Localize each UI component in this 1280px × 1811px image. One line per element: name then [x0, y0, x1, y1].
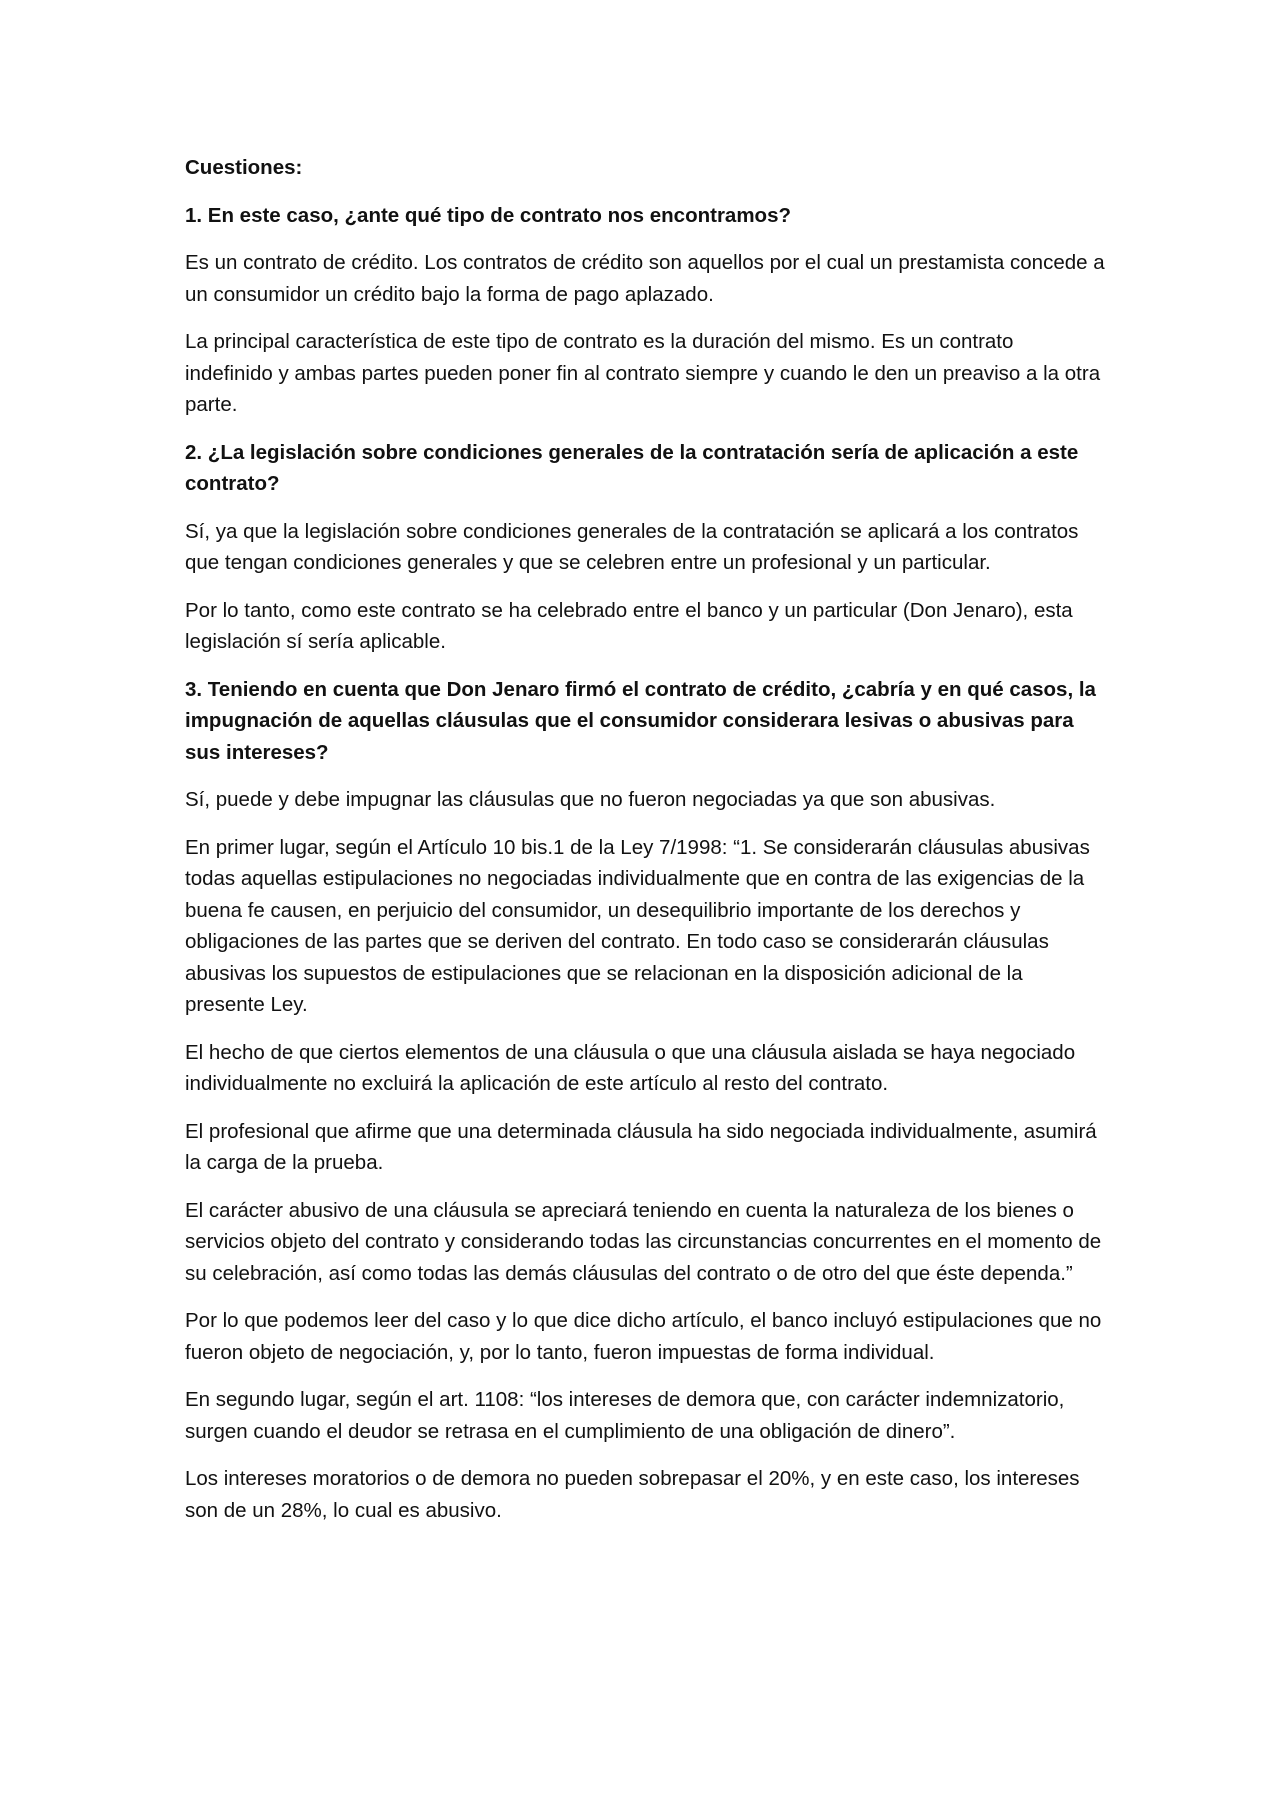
answer-3-paragraph-6: Por lo que podemos leer del caso y lo que dice dicho artículo, el banco incluyó estipulaciones que no fueron objeto de negociación, y, por lo tanto, fueron impuestas de forma individual. — [185, 1309, 1102, 1364]
answer-1-paragraph-1: Es un contrato de crédito. Los contratos de crédito son aquellos por el cual un prestamista concede a un consumidor un crédito bajo la forma de pago aplazado. — [185, 251, 1105, 306]
question-3: 3. Teniendo en cuenta que Don Jenaro firmó el contrato de crédito, ¿cabría y en qué casos, la impugnación de aquellas cláusulas que el consumidor considerara lesivas o abusivas para sus intereses? — [185, 677, 1096, 764]
answer-3-paragraph-4: El profesional que afirme que una determinada cláusula ha sido negociada individualmente, asumirá la carga de la prueba. — [185, 1119, 1097, 1174]
answer-2-paragraph-1: Sí, ya que la legislación sobre condiciones generales de la contratación se aplicará a los contratos que tengan condiciones generales y que se celebren entre un profesional y un particular. — [185, 519, 1079, 574]
question-1: 1. En este caso, ¿ante qué tipo de contrato nos encontramos? — [185, 203, 792, 227]
answer-3-paragraph-8: Los intereses moratorios o de demora no pueden sobrepasar el 20%, y en este caso, los intereses son de un 28%, lo cual es abusivo. — [185, 1467, 1080, 1522]
answer-3-paragraph-3: El hecho de que ciertos elementos de una cláusula o que una cláusula aislada se haya negociado individualmente no excluirá la aplicación de este artículo al resto del contrato. — [185, 1040, 1076, 1095]
section-heading: Cuestiones: — [185, 156, 303, 179]
document-body — [185, 152, 1105, 1542]
answer-3-paragraph-2: En primer lugar, según el Artículo 10 bis.1 de la Ley 7/1998: “1. Se considerarán cláusulas abusivas todas aquellas estipulaciones no negociadas individualmente que en contra de las exigencias de la buena fe causen, en perjuicio del consumidor, un desequilibrio importante de los derechos y obligaciones de las partes que se deriven del contrato. En todo caso se considerarán cláusulas abusivas los supuestos de estipulaciones que se relacionan en la disposición adicional de la presente Ley. — [185, 835, 1090, 1016]
answer-2-paragraph-2: Por lo tanto, como este contrato se ha celebrado entre el banco y un particular (Don Jenaro), esta legislación sí sería aplicable. — [185, 598, 1073, 653]
answer-3-paragraph-7: En segundo lugar, según el art. 1108: “los intereses de demora que, con carácter indemnizatorio, surgen cuando el deudor se retrasa en el cumplimiento de una obligación de dinero”. — [185, 1388, 1065, 1443]
answer-1-paragraph-2: La principal característica de este tipo de contrato es la duración del mismo. Es un contrato indefinido y ambas partes pueden poner fin al contrato siempre y cuando le den un preaviso a la otra parte. — [185, 330, 1101, 416]
answer-3-paragraph-5: El carácter abusivo de una cláusula se apreciará teniendo en cuenta la naturaleza de los bienes o servicios objeto del contrato y considerando todas las circunstancias concurrentes en el momento de su celebración, así como todas las demás cláusulas del contrato o de otro del que éste dependa.” — [185, 1198, 1102, 1285]
question-2: 2. ¿La legislación sobre condiciones generales de la contratación sería de aplicación a este contrato? — [185, 440, 1079, 495]
answer-3-paragraph-1: Sí, puede y debe impugnar las cláusulas que no fueron negociadas ya que son abusivas. — [185, 788, 996, 811]
